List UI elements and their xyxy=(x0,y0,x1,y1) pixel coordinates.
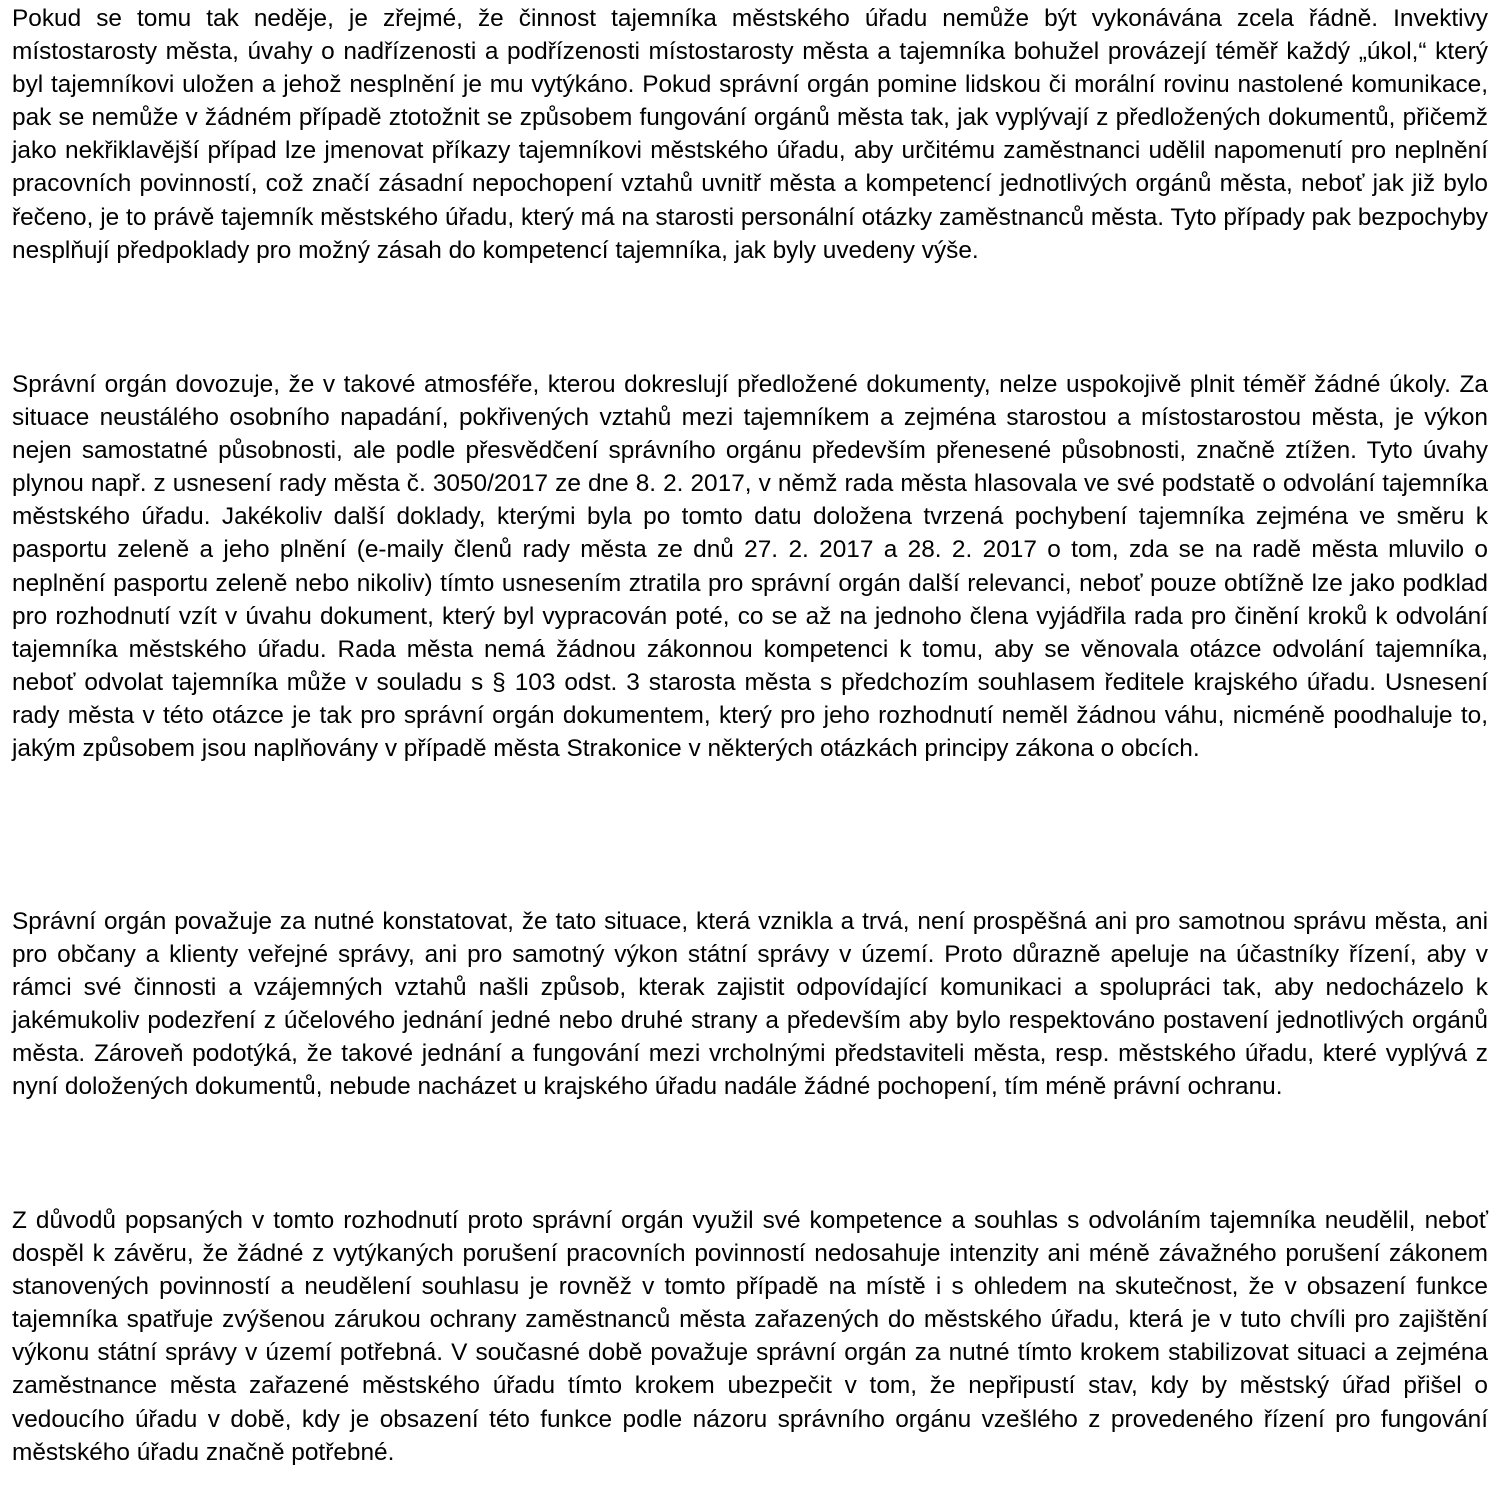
paragraph: Pokud se tomu tak neděje, je zřejmé, že činnost tajemníka městského úřadu nemůže být vykonávána zcela řádně. Invektivy místostarosty města, úvahy o nadřízenosti a podřízenosti místostarosty města a tajemníka bohužel provázejí téměř každý „úkol,“ který byl tajemníkovi uložen a jehož nesplnění je mu vytýkáno. Pokud správní orgán pomine lidskou či morální rovinu nastolené komunikace, pak se nemůže v žádném případě ztotožnit se způsobem fungování orgánů města tak, jak vyplývají z předložených dokumentů, přičemž jako nekřiklavější případ lze jmenovat příkazy tajemníkovi městského úřadu, aby určitému zaměstnanci udělil napomenutí pro neplnění pracovních povinností, což značí zásadní nepochopení vztahů uvnitř města a kompetencí jednotlivých orgánů města, neboť jak již bylo řečeno, je to právě tajemník městského úřadu, který má na starosti personální otázky zaměstnanců města. Tyto případy pak bezpochyby nesplňují předpoklady pro možný zásah do kompetencí tajemníka, jak byly uvedeny výše. xyxy=(12,5,1488,264)
paragraph: Z důvodů popsaných v tomto rozhodnutí proto správní orgán využil své kompetence a souhlas s odvoláním tajemníka neudělil, neboť dospěl k závěru, že žádné z vytýkaných porušení pracovních povinností nedosahuje intenzity ani méně závažného porušení zákonem stanovených povinností a neudělení souhlasu je rovněž v tomto případě na místě i s ohledem na skutečnost, že v obsazení funkce tajemníka spatřuje zvýšenou zárukou ochrany zaměstnanců města zařazených do městského úřadu, která je v tuto chvíli pro zajištění výkonu státní správy v území potřebná. V současné době považuje správní orgán za nutné tímto krokem stabilizovat situaci a zejména zaměstnance města zařazené městského úřadu tímto krokem ubezpečit v tom, že nepřipustí stav, kdy by městský úřad přišel o vedoucího úřadu v době, kdy je obsazení této funkce podle názoru správního orgánu vzešlého z provedeného řízení pro fungování městského úřadu značně potřebné. xyxy=(12,1207,1488,1466)
paragraph: Správní orgán dovozuje, že v takové atmosféře, kterou dokreslují předložené dokumenty, nelze uspokojivě plnit téměř žádné úkoly. Za situace neustálého osobního napadání, pokřivených vztahů mezi tajemníkem a zejména starostou a místostarostou města, je výkon nejen samostatné působnosti, ale podle přesvědčení správního orgánu především přenesené působnosti, značně ztížen. Tyto úvahy plynou např. z usnesení rady města č. 3050/2017 ze dne 8. 2. 2017, v němž rada města hlasovala ve své podstatě o odvolání tajemníka městského úřadu. Jakékoliv další doklady, kterými byla po tomto datu doložena tvrzená pochybení tajemníka zejména ve směru k pasportu zeleně a jeho plnění (e-maily členů rady města ze dnů 27. 2. 2017 a 28. 2. 2017 o tom, zda se na radě města mluvilo o neplnění pasportu zeleně nebo nikoliv) tímto usnesením ztratila pro správní orgán další relevanci, neboť pouze obtížně lze jako podklad pro rozhodnutí vzít v úvahu dokument, který byl vypracován poté, co se až na jednoho člena vyjádřila rada pro činění kroků k odvolání tajemníka městského úřadu. Rada města nemá žádnou zákonnou kompetenci k tomu, aby se věnovala otázce odvolání tajemníka, neboť odvolat tajemníka může v souladu s § 103 odst. 3 starosta města s předchozím souhlasem ředitele krajského úřadu. Usnesení rady města v této otázce je tak pro správní orgán dokumentem, který pro jeho rozhodnutí neměl žádnou váhu, nicméně poodhaluje to, jakým způsobem jsou naplňovány v případě města Strakonice v některých otázkách principy zákona o obcích. xyxy=(12,371,1488,763)
paragraph: Správní orgán považuje za nutné konstatovat, že tato situace, která vznikla a trvá, není prospěšná ani pro samotnou správu města, ani pro občany a klienty veřejné správy, ani pro samotný výkon státní správy v území. Proto důrazně apeluje na účastníky řízení, aby v rámci své činnosti a vzájemných vztahů našli způsob, kterak zajistit odpovídající komunikaci a spolupráci tak, aby nedocházelo k jakémukoliv podezření z účelového jednání jedné nebo druhé strany a především aby bylo respektováno postavení jednotlivých orgánů města. Zároveň podotýká, že takové jednání a fungování mezi vrcholnými představiteli města, resp. městského úřadu, které vyplývá z nyní doložených dokumentů, nebude nacházet u krajského úřadu nadále žádné pochopení, tím méně právní ochranu. xyxy=(12,908,1488,1101)
